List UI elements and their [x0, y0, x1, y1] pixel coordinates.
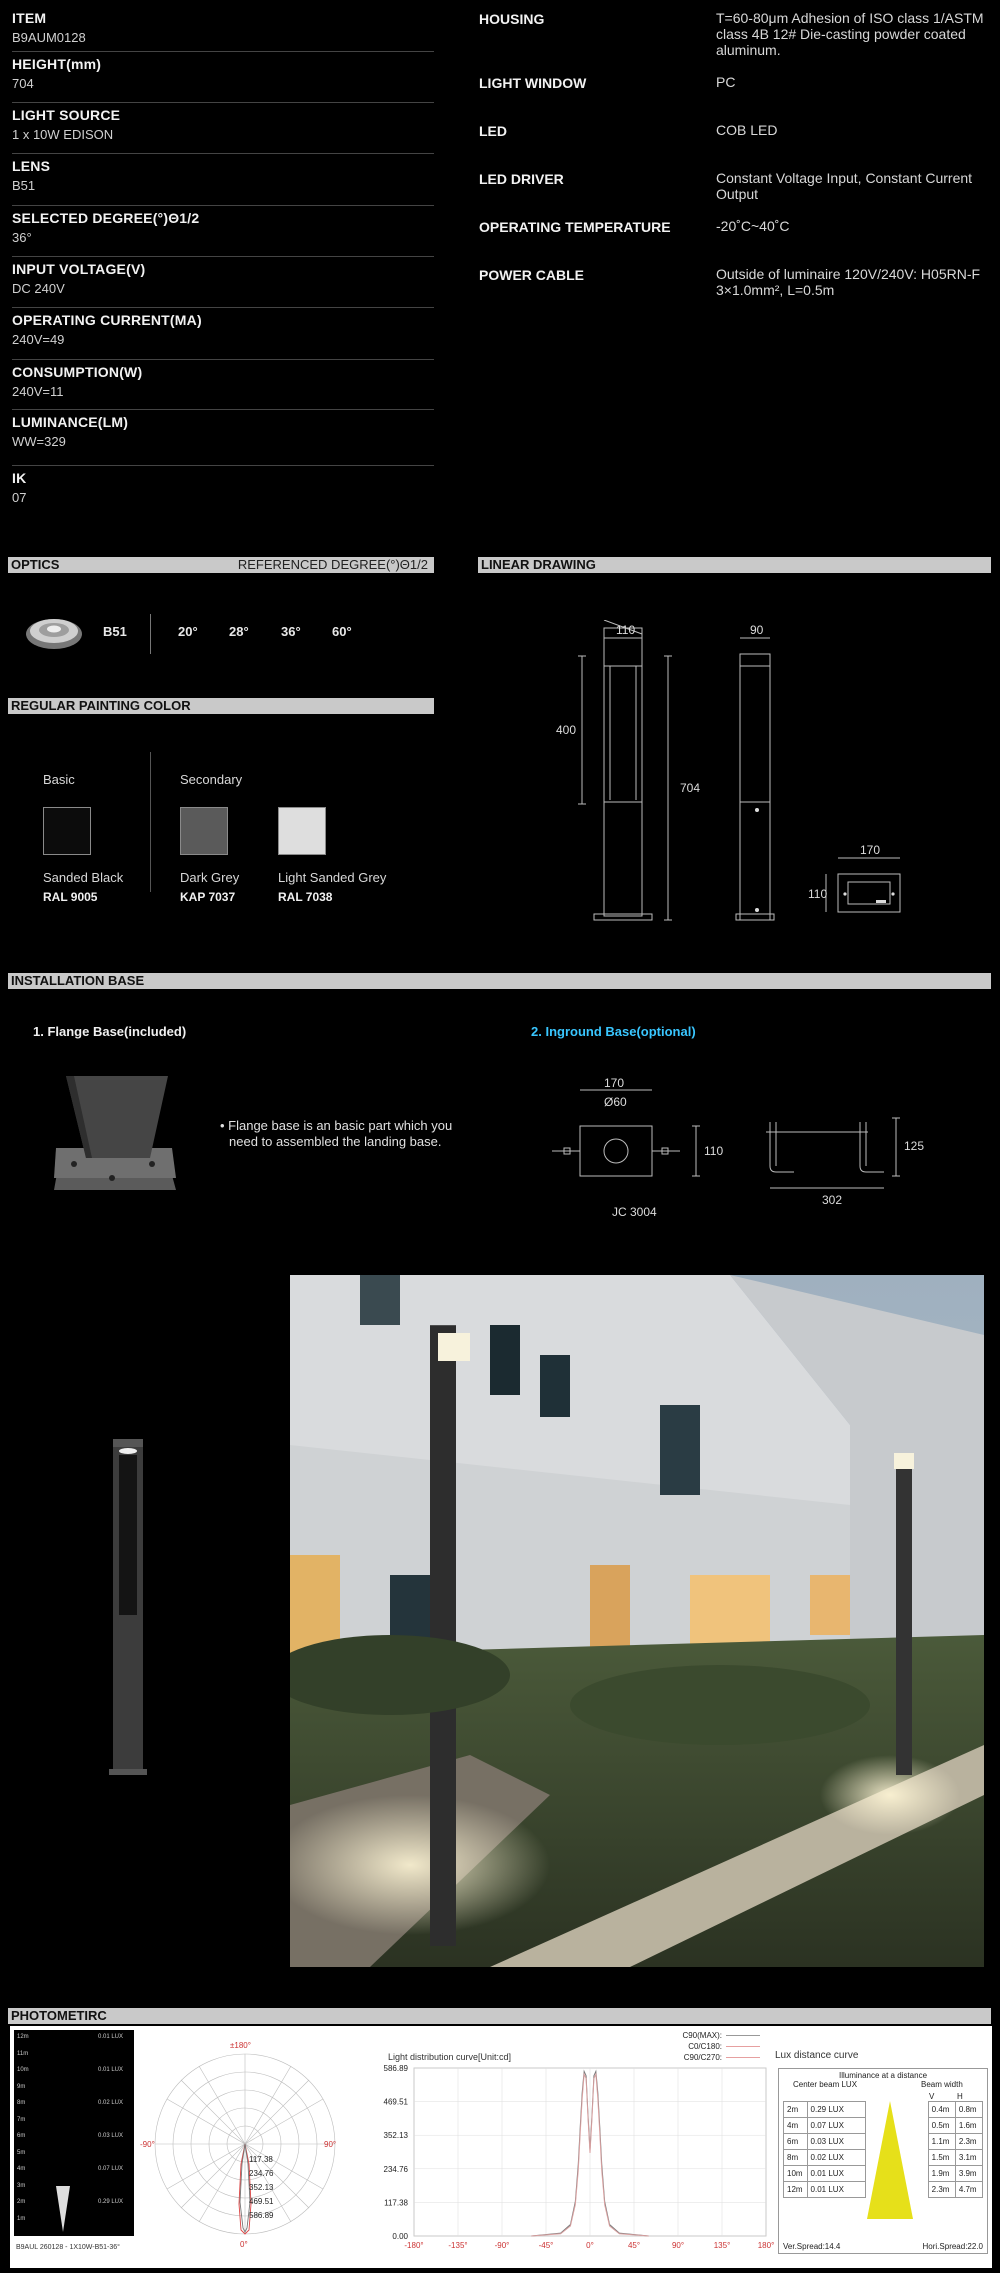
- color-name: Dark Grey: [180, 870, 240, 885]
- right-spec-label: OPERATING TEMPERATURE: [479, 219, 671, 235]
- inground-model: JC 3004: [612, 1205, 657, 1219]
- flange-base-image: [52, 1074, 182, 1194]
- chart-x-tick: 45°: [627, 2241, 641, 2250]
- beam-height-label: 10m: [17, 2067, 29, 2073]
- polar-ring-label: 352.13: [249, 2183, 274, 2192]
- right-spec-value: PC: [716, 74, 736, 90]
- lux-table: [783, 2101, 983, 2198]
- degree-option: 20°: [178, 624, 198, 639]
- beam-height-label: 3m: [17, 2182, 26, 2189]
- right-spec-label: POWER CABLE: [479, 267, 584, 283]
- lux-cell: 1.6m: [955, 2118, 982, 2134]
- inground-dim-height: 125: [904, 1139, 925, 1153]
- lux-cell: 2.3m: [955, 2134, 982, 2150]
- lux-cell: 1.1m: [928, 2134, 955, 2150]
- beam-height-label: 11m: [17, 2050, 29, 2057]
- beam-lux-label: 0.03 LUX: [98, 2133, 124, 2139]
- color-swatch-light-grey: [278, 807, 326, 855]
- spec-row: [12, 210, 434, 257]
- lux-table-row: [784, 2134, 983, 2150]
- lux-table-row: [784, 2118, 983, 2134]
- lux-cell: 2m: [784, 2102, 808, 2118]
- color-code: RAL 9005: [43, 890, 98, 904]
- inground-dim-diameter: Ø60: [604, 1095, 627, 1109]
- polar-top-label: ±180°: [230, 2041, 251, 2050]
- right-spec-value: COB LED: [716, 122, 778, 138]
- spec-value: DC 240V: [12, 281, 65, 296]
- chart-x-tick: -180°: [404, 2241, 424, 2250]
- painting-divider: [150, 752, 151, 892]
- legend-swatch: [726, 2046, 760, 2047]
- lux-cell: 0.29 LUX: [807, 2102, 865, 2118]
- lux-spacer: [866, 2118, 929, 2134]
- dim-front-width: 110: [616, 623, 636, 637]
- legend-item: C0/C180:: [688, 2042, 722, 2051]
- beam-lux-label: 0.02 LUX: [98, 2100, 124, 2106]
- lux-cell: 0.02 LUX: [807, 2150, 865, 2166]
- lux-cell: 0.07 LUX: [807, 2118, 865, 2134]
- flange-title: 1. Flange Base(included): [33, 1024, 187, 1039]
- beam-height-label: 4m: [17, 2166, 26, 2172]
- chart-y-tick: 586.89: [383, 2064, 408, 2073]
- lux-col-width: Beam width: [921, 2080, 963, 2089]
- spec-row: [12, 56, 434, 103]
- spec-value: 1 x 10W EDISON: [12, 127, 114, 142]
- spec-value: 36°: [12, 230, 32, 245]
- polar-ring-label: 234.76: [249, 2169, 274, 2178]
- lux-table-title: Illuminance at a distance: [838, 2071, 928, 2080]
- lux-table-row: [784, 2182, 983, 2198]
- lux-spacer: [866, 2134, 929, 2150]
- chart-y-tick: 117.38: [384, 2198, 408, 2208]
- spec-row: [12, 312, 434, 360]
- right-spec-label: HOUSING: [479, 11, 545, 27]
- lux-cell: 0.4m: [928, 2102, 955, 2118]
- polar-ring-label: 117.38: [249, 2155, 273, 2164]
- spec-row: [12, 364, 434, 410]
- installation-bar: [8, 973, 991, 989]
- lux-title: Lux distance curve: [775, 2050, 859, 2061]
- lux-cell: 0.03 LUX: [807, 2134, 865, 2150]
- flange-note-line: need to assembled the landing base.: [229, 1134, 442, 1149]
- degree-option: 28°: [229, 624, 249, 639]
- beam-cone: [48, 2186, 78, 2232]
- scene-photo: [290, 1275, 984, 1967]
- chart-x-tick: 0°: [586, 2241, 594, 2250]
- beam-height-label: 2m: [17, 2199, 26, 2205]
- basic-label: Basic: [43, 772, 75, 787]
- chart-title: Light distribution curve[Unit:cd]: [388, 2052, 512, 2062]
- chart-y-tick: 0.00: [392, 2232, 408, 2241]
- ver-spread: Ver.Spread:14.4: [783, 2242, 841, 2251]
- product-image: [105, 1435, 155, 1795]
- spec-value: B51: [12, 178, 36, 193]
- dim-base-width: 170: [860, 843, 881, 857]
- lux-spacer: [866, 2166, 929, 2182]
- chart-x-tick: -135°: [448, 2241, 468, 2250]
- hor-spread: Hori.Spread:22.0: [922, 2242, 983, 2251]
- spec-row: [12, 261, 434, 308]
- legend-swatch: [726, 2035, 760, 2036]
- lux-cell: 2.3m: [928, 2182, 955, 2198]
- color-name: Sanded Black: [43, 870, 124, 885]
- spec-label: INPUT VOLTAGE(V): [12, 261, 146, 277]
- chart-x-tick: -45°: [538, 2241, 554, 2250]
- optics-divider: [150, 614, 151, 654]
- inground-title: 2. Inground Base(optional): [531, 1024, 696, 1039]
- spec-label: SELECTED DEGREE(°)Θ1/2: [12, 210, 200, 226]
- spec-label: CONSUMPTION(W): [12, 364, 143, 380]
- color-swatch-dark-grey: [180, 807, 228, 855]
- beam-caption: B9AUL 260128 - 1X10W-B51-36°: [16, 2244, 120, 2251]
- degree-option: 60°: [332, 624, 352, 639]
- polar-ring-label: 586.89: [249, 2211, 274, 2220]
- flange-note-line: • Flange base is an basic part which you: [220, 1118, 453, 1133]
- inground-dim-width: 170: [604, 1076, 625, 1090]
- lens-icon: [24, 610, 84, 652]
- lux-table-row: [784, 2166, 983, 2182]
- lens-name: B51: [103, 624, 127, 639]
- lux-cell: 10m: [784, 2166, 808, 2182]
- spec-value: 240V=49: [12, 332, 65, 347]
- dim-side-width: 90: [750, 623, 764, 637]
- lux-table-row: [784, 2150, 983, 2166]
- right-spec-value: -20˚C~40˚C: [716, 218, 790, 234]
- optics-title: OPTICS: [11, 557, 60, 572]
- lux-cell: 4.7m: [955, 2182, 982, 2198]
- right-spec-label: LED: [479, 123, 507, 139]
- spec-value: 240V=11: [12, 384, 64, 399]
- right-spec-value: Outside of luminaire 120V/240V: H05RN-F 3×1.0mm², L=0.5m: [716, 266, 981, 298]
- color-swatch-sanded-black: [43, 807, 91, 855]
- spec-value: WW=329: [12, 434, 66, 449]
- legend-item: C90/C270:: [683, 2053, 722, 2062]
- inground-dim-length: 302: [822, 1193, 843, 1207]
- right-spec-value: T=60-80μm Adhesion of ISO class 1/ASTM class 4B 12# Die-casting powder coated aluminum.: [716, 10, 984, 58]
- spec-label: LIGHT SOURCE: [12, 107, 121, 123]
- painting-title: REGULAR PAINTING COLOR: [11, 698, 191, 713]
- linear-drawing-title: LINEAR DRAWING: [481, 557, 596, 572]
- inground-dim-depth: 110: [704, 1144, 724, 1158]
- beam-height-label: 7m: [17, 2116, 26, 2123]
- inground-base-drawing: [540, 1070, 980, 1230]
- legend-item: C90(MAX):: [682, 2031, 722, 2040]
- polar-right-label: 90°: [324, 2140, 337, 2149]
- lux-cell: 3.9m: [955, 2166, 982, 2182]
- degree-option: 36°: [281, 624, 301, 639]
- light-distribution-chart: [370, 2050, 780, 2262]
- dim-total-height: 704: [680, 781, 701, 795]
- beam-height-label: 8m: [17, 2100, 26, 2106]
- spec-row: [12, 158, 434, 206]
- right-spec-value: Constant Voltage Input, Constant Current Output: [716, 170, 973, 202]
- beam-lux-label: 0.01 LUX: [98, 2034, 124, 2040]
- right-spec-label: LIGHT WINDOW: [479, 75, 587, 91]
- secondary-label: Secondary: [180, 772, 243, 787]
- spec-row: [12, 470, 434, 510]
- lux-col-center: Center beam LUX: [793, 2080, 858, 2089]
- chart-y-tick: 469.51: [383, 2097, 408, 2107]
- lux-cell: 0.8m: [955, 2102, 982, 2118]
- lux-cell: 12m: [784, 2182, 808, 2198]
- color-name: Light Sanded Grey: [278, 870, 387, 885]
- spec-label: IK: [12, 470, 27, 486]
- spec-value: 07: [12, 490, 27, 505]
- chart-x-tick: 135°: [713, 2241, 731, 2250]
- chart-y-tick: 352.13: [383, 2131, 408, 2141]
- lux-cell: 3.1m: [955, 2150, 982, 2166]
- installation-title: INSTALLATION BASE: [11, 973, 145, 988]
- linear-drawing: [540, 620, 940, 940]
- lux-cell: 0.5m: [928, 2118, 955, 2134]
- painting-bar: [8, 698, 434, 714]
- lux-cell: 8m: [784, 2150, 808, 2166]
- lux-col-h: H: [957, 2092, 963, 2101]
- beam-height-label: 9m: [17, 2083, 26, 2090]
- chart-y-tick: 234.76: [383, 2164, 408, 2174]
- right-spec-label: LED DRIVER: [479, 171, 564, 187]
- linear-drawing-bar: [478, 557, 991, 573]
- chart-x-tick: 90°: [671, 2241, 685, 2250]
- polar-bottom-label: 0°: [240, 2240, 248, 2249]
- spec-value: B9AUM0128: [12, 30, 86, 45]
- beam-lux-label: 0.29 LUX: [98, 2199, 124, 2205]
- spec-label: HEIGHT(mm): [12, 56, 102, 72]
- dim-base-depth: 110: [808, 887, 828, 901]
- beam-height-label: 5m: [17, 2149, 26, 2156]
- lux-spacer: [866, 2182, 929, 2198]
- lux-table-box: [778, 2068, 988, 2254]
- chart-x-tick: -90°: [494, 2241, 510, 2250]
- lux-cell: 1.5m: [928, 2150, 955, 2166]
- lux-cell: 0.01 LUX: [807, 2182, 865, 2198]
- beam-height-label: 12m: [17, 2034, 29, 2040]
- flange-note: [220, 1118, 452, 1150]
- spec-value: 704: [12, 76, 34, 91]
- lux-cell: 1.9m: [928, 2166, 955, 2182]
- polar-diagram: [140, 2034, 350, 2264]
- lux-spacer: [866, 2102, 929, 2118]
- lux-cell: 6m: [784, 2134, 808, 2150]
- spec-row: [12, 414, 434, 466]
- spec-label: OPERATING CURRENT(MA): [12, 312, 202, 328]
- spec-label: LUMINANCE(LM): [12, 414, 129, 430]
- beam-lux-label: 0.01 LUX: [98, 2067, 124, 2073]
- photometric-panel: [10, 2026, 992, 2268]
- photometric-bar: [8, 2008, 991, 2024]
- beam-height-label: 1m: [17, 2215, 26, 2222]
- spec-label: ITEM: [12, 10, 47, 26]
- lux-table-row: [784, 2102, 983, 2118]
- spec-label: LENS: [12, 158, 51, 174]
- spec-row: [12, 107, 434, 154]
- beam-lux-label: 0.07 LUX: [98, 2166, 124, 2172]
- lux-cell: 4m: [784, 2118, 808, 2134]
- color-code: RAL 7038: [278, 890, 333, 904]
- beam-diagram: [14, 2030, 134, 2236]
- lux-col-v: V: [929, 2092, 935, 2101]
- dim-upper-height: 400: [556, 723, 577, 737]
- polar-ring-label: 469.51: [249, 2197, 274, 2206]
- photometric-title: PHOTOMETIRC: [11, 2008, 107, 2023]
- lux-cell: 0.01 LUX: [807, 2166, 865, 2182]
- optics-bar: [8, 557, 434, 573]
- spec-row: [12, 10, 434, 52]
- color-code: KAP 7037: [180, 890, 236, 904]
- lux-spacer: [866, 2150, 929, 2166]
- optics-subtitle: REFERENCED DEGREE(°)Θ1/2: [237, 557, 428, 572]
- beam-height-label: 6m: [17, 2133, 26, 2139]
- chart-x-tick: 180°: [757, 2241, 775, 2250]
- polar-left-label: -90°: [140, 2140, 155, 2149]
